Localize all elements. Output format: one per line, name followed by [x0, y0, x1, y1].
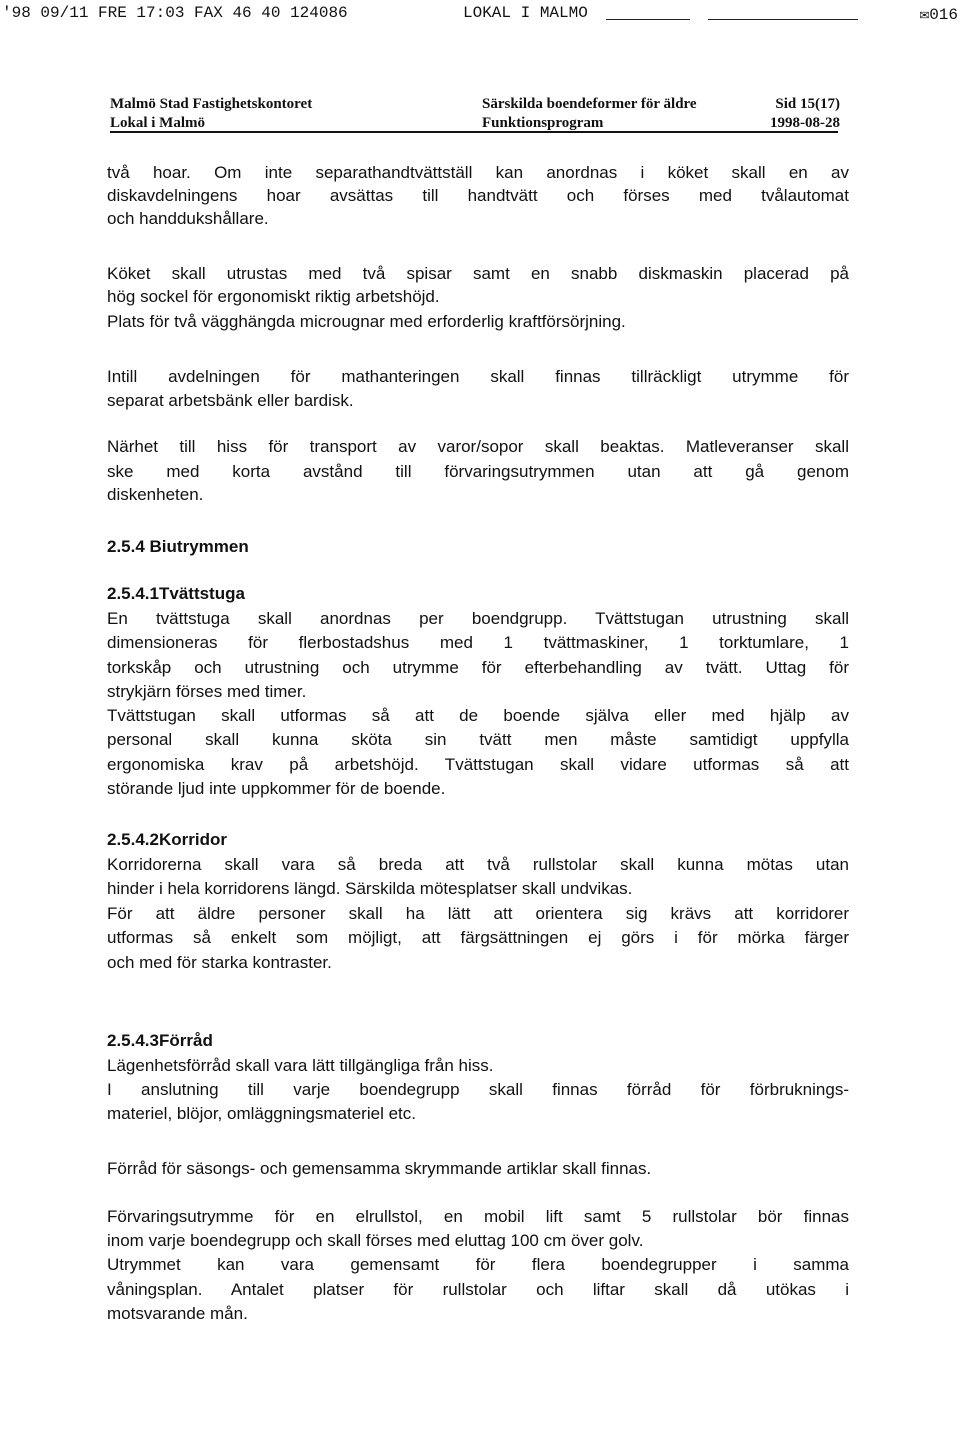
- paragraph-korridor-line: För att äldre personer skall ha lätt att orientera sig krävs att korridorer: [107, 904, 849, 923]
- paragraph-koket-line: Köket skall utrustas med två spisar samt en snabb diskmaskin placerad på: [107, 264, 849, 283]
- paragraph-forrad-line: Lägenhetsförråd skall vara lätt tillgängliga från hiss.: [107, 1056, 494, 1075]
- paragraph-forvaring-line: inom varje boendegrupp och skall förses med eluttag 100 cm över golv.: [107, 1231, 644, 1250]
- paragraph-tvatt-line: torkskåp och utrustning och utrymme för efterbehandling av tvätt. Uttag för: [107, 658, 849, 677]
- section-heading-tvattstuga: 2.5.4.1Tvättstuga: [107, 584, 245, 603]
- paragraph-korridor-line: utformas så enkelt som möjligt, att färgsättningen ej görs i för mörka färger: [107, 928, 849, 947]
- fax-page-number: ✉016: [919, 6, 958, 24]
- doc-header-organization: Malmö Stad Fastighetskontoret: [110, 96, 313, 112]
- paragraph-korridor-line: Korridorerna skall vara så breda att två rullstolar skall kunna mötas utan: [107, 855, 849, 874]
- fax-header-dash: [606, 19, 690, 20]
- paragraph-forrad-sasong: Förråd för säsongs- och gemensamma skrymmande artiklar skall finnas.: [107, 1159, 652, 1178]
- paragraph-narhet-line: Närhet till hiss för transport av varor/sopor skall beaktas. Matleveranser skall: [107, 437, 849, 456]
- paragraph-intill-line: Intill avdelningen för mathanteringen skall finnas tillräckligt utrymme för: [107, 367, 849, 386]
- paragraph-tvatt-line: Tvättstugan skall utformas så att de boende själva eller med hjälp av: [107, 706, 849, 725]
- section-heading-forrad: 2.5.4.3Förråd: [107, 1031, 213, 1050]
- fax-header: [0, 2, 960, 26]
- fax-header-sender: '98 09/11 FRE 17:03 FAX 46 40 124086: [2, 4, 348, 22]
- doc-header-date: 1998-08-28: [770, 115, 840, 131]
- paragraph-forrad-line: materiel, blöjor, omläggningsmateriel etc.: [107, 1104, 416, 1123]
- paragraph-intro-line: två hoar. Om inte separathandtvättställ kan anordnas i köket skall en av: [107, 163, 849, 182]
- paragraph-koket-line: Plats för två vägghängda microugnar med erforderlig kraftförsörjning.: [107, 312, 626, 331]
- paragraph-korridor-line: hinder i hela korridorens längd. Särskilda mötesplatser skall undvikas.: [107, 879, 633, 898]
- paragraph-tvatt-line: dimensioneras för flerbostadshus med 1 tvättmaskiner, 1 torktumlare, 1: [107, 633, 849, 652]
- paragraph-forvaring-line: Förvaringsutrymme för en elrullstol, en mobil lift samt 5 rullstolar bör finnas: [107, 1207, 849, 1226]
- paragraph-forvaring-line: motsvarande mån.: [107, 1304, 248, 1323]
- paragraph-intro-line: och handdukshållare.: [107, 209, 269, 228]
- paragraph-korridor-line: och med för starka kontraster.: [107, 953, 332, 972]
- paragraph-tvatt-line: ergonomiska krav på arbetshöjd. Tvättstugan skall vidare utformas så att: [107, 755, 849, 774]
- doc-header-department: Lokal i Malmö: [110, 115, 206, 131]
- paragraph-intro-line: diskavdelningens hoar avsättas till handtvätt och förses med tvålautomat: [107, 186, 849, 205]
- section-heading-biutrymmen: 2.5.4 Biutrymmen: [107, 537, 249, 556]
- paragraph-forrad-line: I anslutning till varje boendegrupp skall finnas förråd för förbruknings-: [107, 1080, 849, 1099]
- doc-header-title: Särskilda boendeformer för äldre: [482, 96, 697, 112]
- doc-header-row-1: [110, 96, 840, 116]
- paragraph-intill-line: separat arbetsbänk eller bardisk.: [107, 391, 354, 410]
- fax-header-dash: [708, 19, 858, 20]
- paragraph-tvatt-line: strykjärn förses med timer.: [107, 682, 307, 701]
- doc-header-page: Sid 15(17): [775, 96, 840, 112]
- paragraph-tvatt-line: störande ljud inte uppkommer för de boende.: [107, 779, 446, 798]
- paragraph-tvatt-line: En tvättstuga skall anordnas per boendgrupp. Tvättstugan utrustning skall: [107, 609, 849, 628]
- fax-header-station: LOKAL I MALMO: [463, 4, 588, 22]
- section-heading-korridor: 2.5.4.2Korridor: [107, 830, 227, 849]
- doc-header-rule: [110, 131, 838, 133]
- doc-header-subtitle: Funktionsprogram: [482, 115, 604, 131]
- paragraph-narhet-line: diskenheten.: [107, 485, 204, 504]
- paragraph-koket-line: hög sockel för ergonomiskt riktig arbetshöjd.: [107, 287, 440, 306]
- paragraph-narhet-line: ske med korta avstånd till förvaringsutrymmen utan att gå genom: [107, 462, 849, 481]
- paragraph-tvatt-line: personal skall kunna sköta sin tvätt men måste samtidigt uppfylla: [107, 730, 849, 749]
- paragraph-forvaring-line: våningsplan. Antalet platser för rullstolar och liftar skall då utökas i: [107, 1280, 849, 1299]
- paragraph-forvaring-line: Utrymmet kan vara gemensamt för flera boendegrupper i samma: [107, 1255, 849, 1274]
